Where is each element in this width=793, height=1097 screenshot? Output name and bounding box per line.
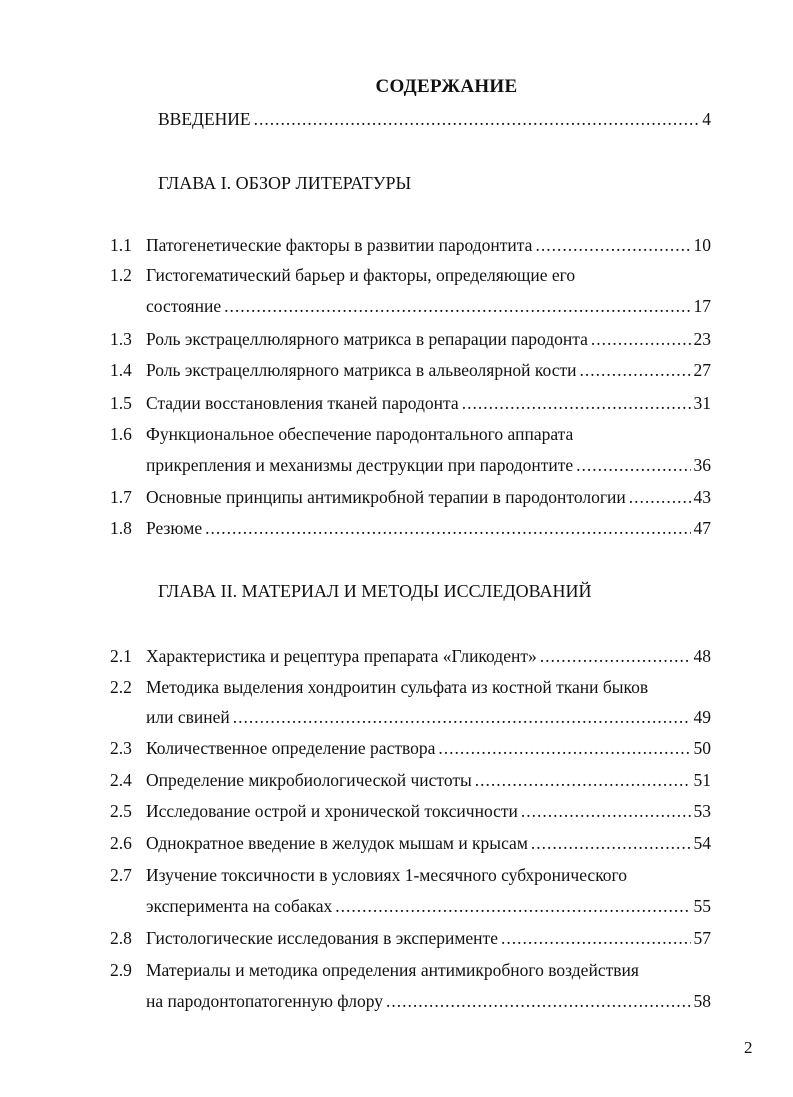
toc-page: 23 — [693, 329, 711, 349]
toc-leader — [576, 454, 690, 476]
toc-leader — [521, 800, 691, 822]
toc-page: 43 — [693, 487, 711, 507]
toc-text: Основные принципы антимикробной терапии в пародонтологии — [146, 487, 626, 507]
toc-text: прикрепления и механизмы деструкции при пародонтите — [146, 455, 574, 475]
toc-item[interactable] — [110, 486, 711, 508]
toc-page: 17 — [693, 296, 711, 316]
toc-item-continuation[interactable] — [146, 454, 711, 476]
toc-number: 2.1 — [110, 646, 132, 666]
toc-item[interactable] — [110, 769, 711, 791]
toc-leader — [591, 328, 691, 350]
toc-item-continuation[interactable] — [146, 895, 711, 917]
toc-item-continuation[interactable] — [146, 706, 711, 728]
toc-item[interactable] — [110, 234, 711, 256]
toc-number: 1.1 — [110, 235, 132, 255]
toc-item[interactable] — [110, 800, 711, 822]
toc-text: Патогенетические факторы в развитии пародонтита — [146, 235, 533, 255]
toc-item[interactable] — [110, 927, 711, 949]
toc-text: Функциональное обеспечение пародонтального аппарата — [146, 424, 574, 444]
toc-number: 1.5 — [110, 393, 132, 413]
toc-leader — [629, 486, 691, 508]
toc-page: 27 — [693, 360, 711, 380]
toc-leader — [224, 295, 690, 317]
toc-item[interactable] — [110, 328, 711, 350]
toc-item[interactable] — [110, 392, 711, 414]
toc-text: Материалы и методика определения антимикробного воздействия — [146, 960, 639, 980]
toc-page: 53 — [693, 801, 711, 821]
toc-page: 4 — [702, 109, 711, 129]
toc-item[interactable] — [110, 264, 711, 286]
toc-number: 2.8 — [110, 928, 132, 948]
toc-item[interactable] — [110, 832, 711, 854]
toc-item[interactable] — [110, 645, 711, 667]
page-title: СОДЕРЖАНИЕ — [375, 76, 518, 97]
toc-page: 58 — [693, 991, 711, 1011]
toc-leader — [540, 645, 691, 667]
toc-text: Исследование острой и хронической токсичности — [146, 801, 518, 821]
toc-text: Стадии восстановления тканей пародонта — [146, 393, 459, 413]
toc-number: 2.2 — [110, 677, 132, 697]
toc-number: 2.5 — [110, 801, 132, 821]
toc-leader — [462, 392, 691, 414]
chapter-heading: ГЛАВА II. МАТЕРИАЛ И МЕТОДЫ ИССЛЕДОВАНИЙ — [158, 581, 592, 601]
toc-number: 1.2 — [110, 265, 132, 285]
toc-item[interactable] — [110, 737, 711, 759]
toc-text: Количественное определение раствора — [146, 738, 436, 758]
toc-item[interactable] — [110, 676, 711, 698]
toc-item[interactable] — [110, 864, 711, 886]
toc-page: 10 — [693, 235, 711, 255]
toc-text: Резюме — [146, 518, 203, 538]
toc-number: 2.7 — [110, 865, 132, 885]
toc-text: Роль экстрацеллюлярного матрикса в репарации пародонта — [146, 329, 588, 349]
toc-leader — [475, 769, 691, 791]
toc-number: 2.4 — [110, 770, 132, 790]
toc-number: 2.6 — [110, 833, 132, 853]
toc-page: 54 — [693, 833, 711, 853]
toc-item[interactable] — [110, 359, 711, 381]
toc-page: 57 — [693, 928, 711, 948]
toc-text: Методика выделения хондроитин сульфата из костной ткани быков — [146, 677, 649, 697]
toc-leader — [205, 517, 690, 539]
toc-number: 1.3 — [110, 329, 132, 349]
toc-page: 36 — [693, 455, 711, 475]
toc-text: Однократное введение в желудок мышам и крысам — [146, 833, 528, 853]
toc-text: Роль экстрацеллюлярного матрикса в альвеолярной кости — [146, 360, 577, 380]
toc-page: 49 — [693, 707, 711, 727]
toc-number: 1.8 — [110, 518, 132, 538]
toc-page: 50 — [693, 738, 711, 758]
toc-leader — [386, 990, 691, 1012]
toc-leader — [438, 737, 690, 759]
toc-text: состояние — [146, 296, 222, 316]
toc-intro-label: ВВЕДЕНИЕ — [158, 109, 251, 129]
toc-text: Гистогематический барьер и факторы, определяющие его — [146, 265, 576, 285]
toc-number: 1.7 — [110, 487, 132, 507]
toc-text: на пародонтопатогенную флору — [146, 991, 383, 1011]
toc-text: Гистологические исследования в эксперименте — [146, 928, 498, 948]
toc-page: 55 — [693, 896, 711, 916]
toc-intro[interactable] — [158, 108, 711, 130]
toc-leader — [580, 359, 691, 381]
toc-leader — [335, 895, 690, 917]
toc-item[interactable] — [110, 959, 711, 981]
toc-text: Изучение токсичности в условиях 1-месячного субхронического — [146, 865, 628, 885]
toc-page: 51 — [693, 770, 711, 790]
page-number: 2 — [744, 1038, 753, 1057]
toc-text: Определение микробиологической чистоты — [146, 770, 472, 790]
toc-number: 1.4 — [110, 360, 132, 380]
toc-leader — [254, 108, 700, 130]
toc-item-continuation[interactable] — [146, 295, 711, 317]
toc-leader — [535, 234, 690, 256]
toc-text: эксперимента на собаках — [146, 896, 333, 916]
toc-number: 2.3 — [110, 738, 132, 758]
toc-text: Характеристика и рецептура препарата «Гликодент» — [146, 646, 537, 666]
toc-item-continuation[interactable] — [146, 990, 711, 1012]
toc-page: 47 — [693, 518, 711, 538]
toc-item[interactable] — [110, 517, 711, 539]
toc-page: 31 — [693, 393, 711, 413]
toc-page: 48 — [693, 646, 711, 666]
toc-text: или свиней — [146, 707, 230, 727]
toc-leader — [501, 927, 691, 949]
chapter-heading: ГЛАВА I. ОБЗОР ЛИТЕРАТУРЫ — [158, 173, 412, 193]
toc-number: 2.9 — [110, 960, 132, 980]
toc-leader — [531, 832, 691, 854]
toc-leader — [233, 706, 691, 728]
toc-number: 1.6 — [110, 424, 132, 444]
toc-item[interactable] — [110, 423, 711, 445]
